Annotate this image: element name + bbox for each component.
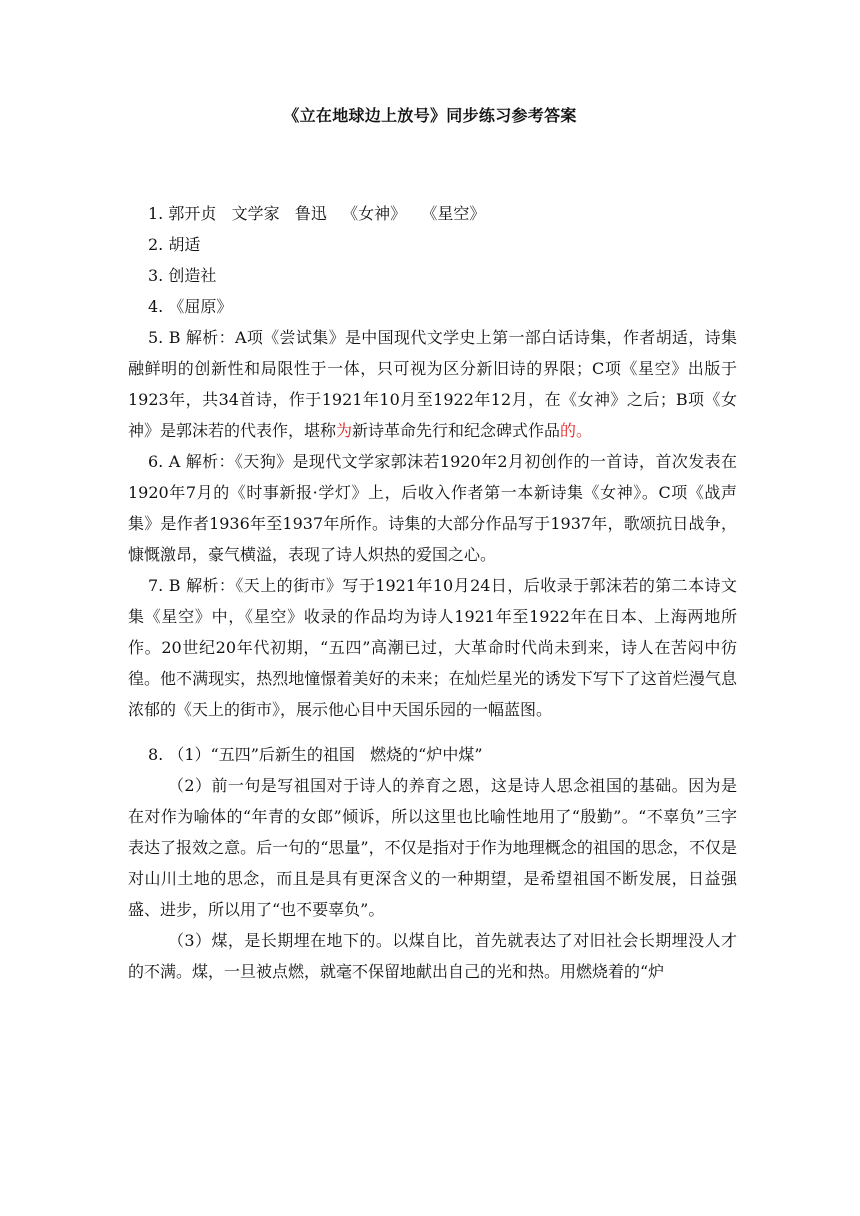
answer-5	[128, 322, 737, 446]
answer-3: 3. 创造社	[148, 266, 217, 285]
answer-5-text-middle: 新诗革命先行和纪念碑式作品	[352, 421, 561, 440]
answer-body	[128, 198, 737, 987]
answer-5-red-mark-1: 为	[336, 421, 353, 440]
document-title: 《立在地球边上放号》同步练习参考答案	[283, 106, 577, 125]
answer-8-part-1: 8. （1）“五四”后新生的祖国 燃烧的“炉中煤”	[148, 745, 483, 764]
answer-5-text: 5. B 解析：A项《尝试集》是中国现代文学史上第一部白话诗集，作者胡适，诗集融鲜明的创新性和局限性于一体，只可视为区分新旧诗的界限；C项《星空》出版于1923年，共34首诗，作于1921年10月至1922年12月，在《女神》之后；B项《女神》是郭沫若的代表作，堪称	[128, 328, 737, 440]
answer-2: 2. 胡适	[148, 235, 201, 254]
answer-6: 6. A 解析：《天狗》是现代文学家郭沫若1920年2月初创作的一首诗，首次发表在1920年7月的《时事新报·学灯》上，后收入作者第一本新诗集《女神》。C项《战声集》是作者1936年至1937年所作。诗集的大部分作品写于1937年，歌颂抗日战争，慷慨激昂，豪气横溢，表现了诗人炽热的爱国之心。	[128, 452, 737, 564]
answer-1: 1. 郭开贞 文学家 鲁迅 《女神》 《星空》	[148, 204, 486, 223]
answer-7: 7. B 解析：《天上的街市》写于1921年10月24日，后收录于郭沫若的第二本诗文集《星空》中，《星空》收录的作品均为诗人1921年至1922年在日本、上海两地所作。20世纪20年代初期，“五四”高潮已过，大革命时代尚未到来，诗人在苦闷中彷徨。他不满现实，热烈地憧憬着美好的未来；在灿烂星光的诱发下写下了这首烂漫气息浓郁的《天上的街市》，展示他心目中天国乐园的一幅蓝图。	[128, 576, 737, 719]
answer-8-part-2: （2）前一句是写祖国对于诗人的养育之恩，这是诗人思念祖国的基础。因为是在对作为喻体的“年青的女郎”倾诉，所以这里也比喻性地用了“殷勤”。“不辜负”三字表达了报效之意。后一句的“思量”，不仅是指对于作为地理概念的祖国的思念，不仅是对山川土地的思念，而且是具有更深含义的一种期望，是希望祖国不断发展，日益强盛、进步，所以用了“也不要辜负”。	[128, 776, 737, 919]
answer-8-part-3: （3）煤，是长期埋在地下的。以煤自比，首先就表达了对旧社会长期埋没人才的不满。煤，一旦被点燃，就毫不保留地献出自己的光和热。用燃烧着的“炉	[128, 931, 737, 981]
answer-4: 4. 《屈原》	[148, 297, 233, 316]
answer-5-red-mark-2: 的。	[560, 421, 593, 440]
section-spacer	[128, 725, 737, 739]
